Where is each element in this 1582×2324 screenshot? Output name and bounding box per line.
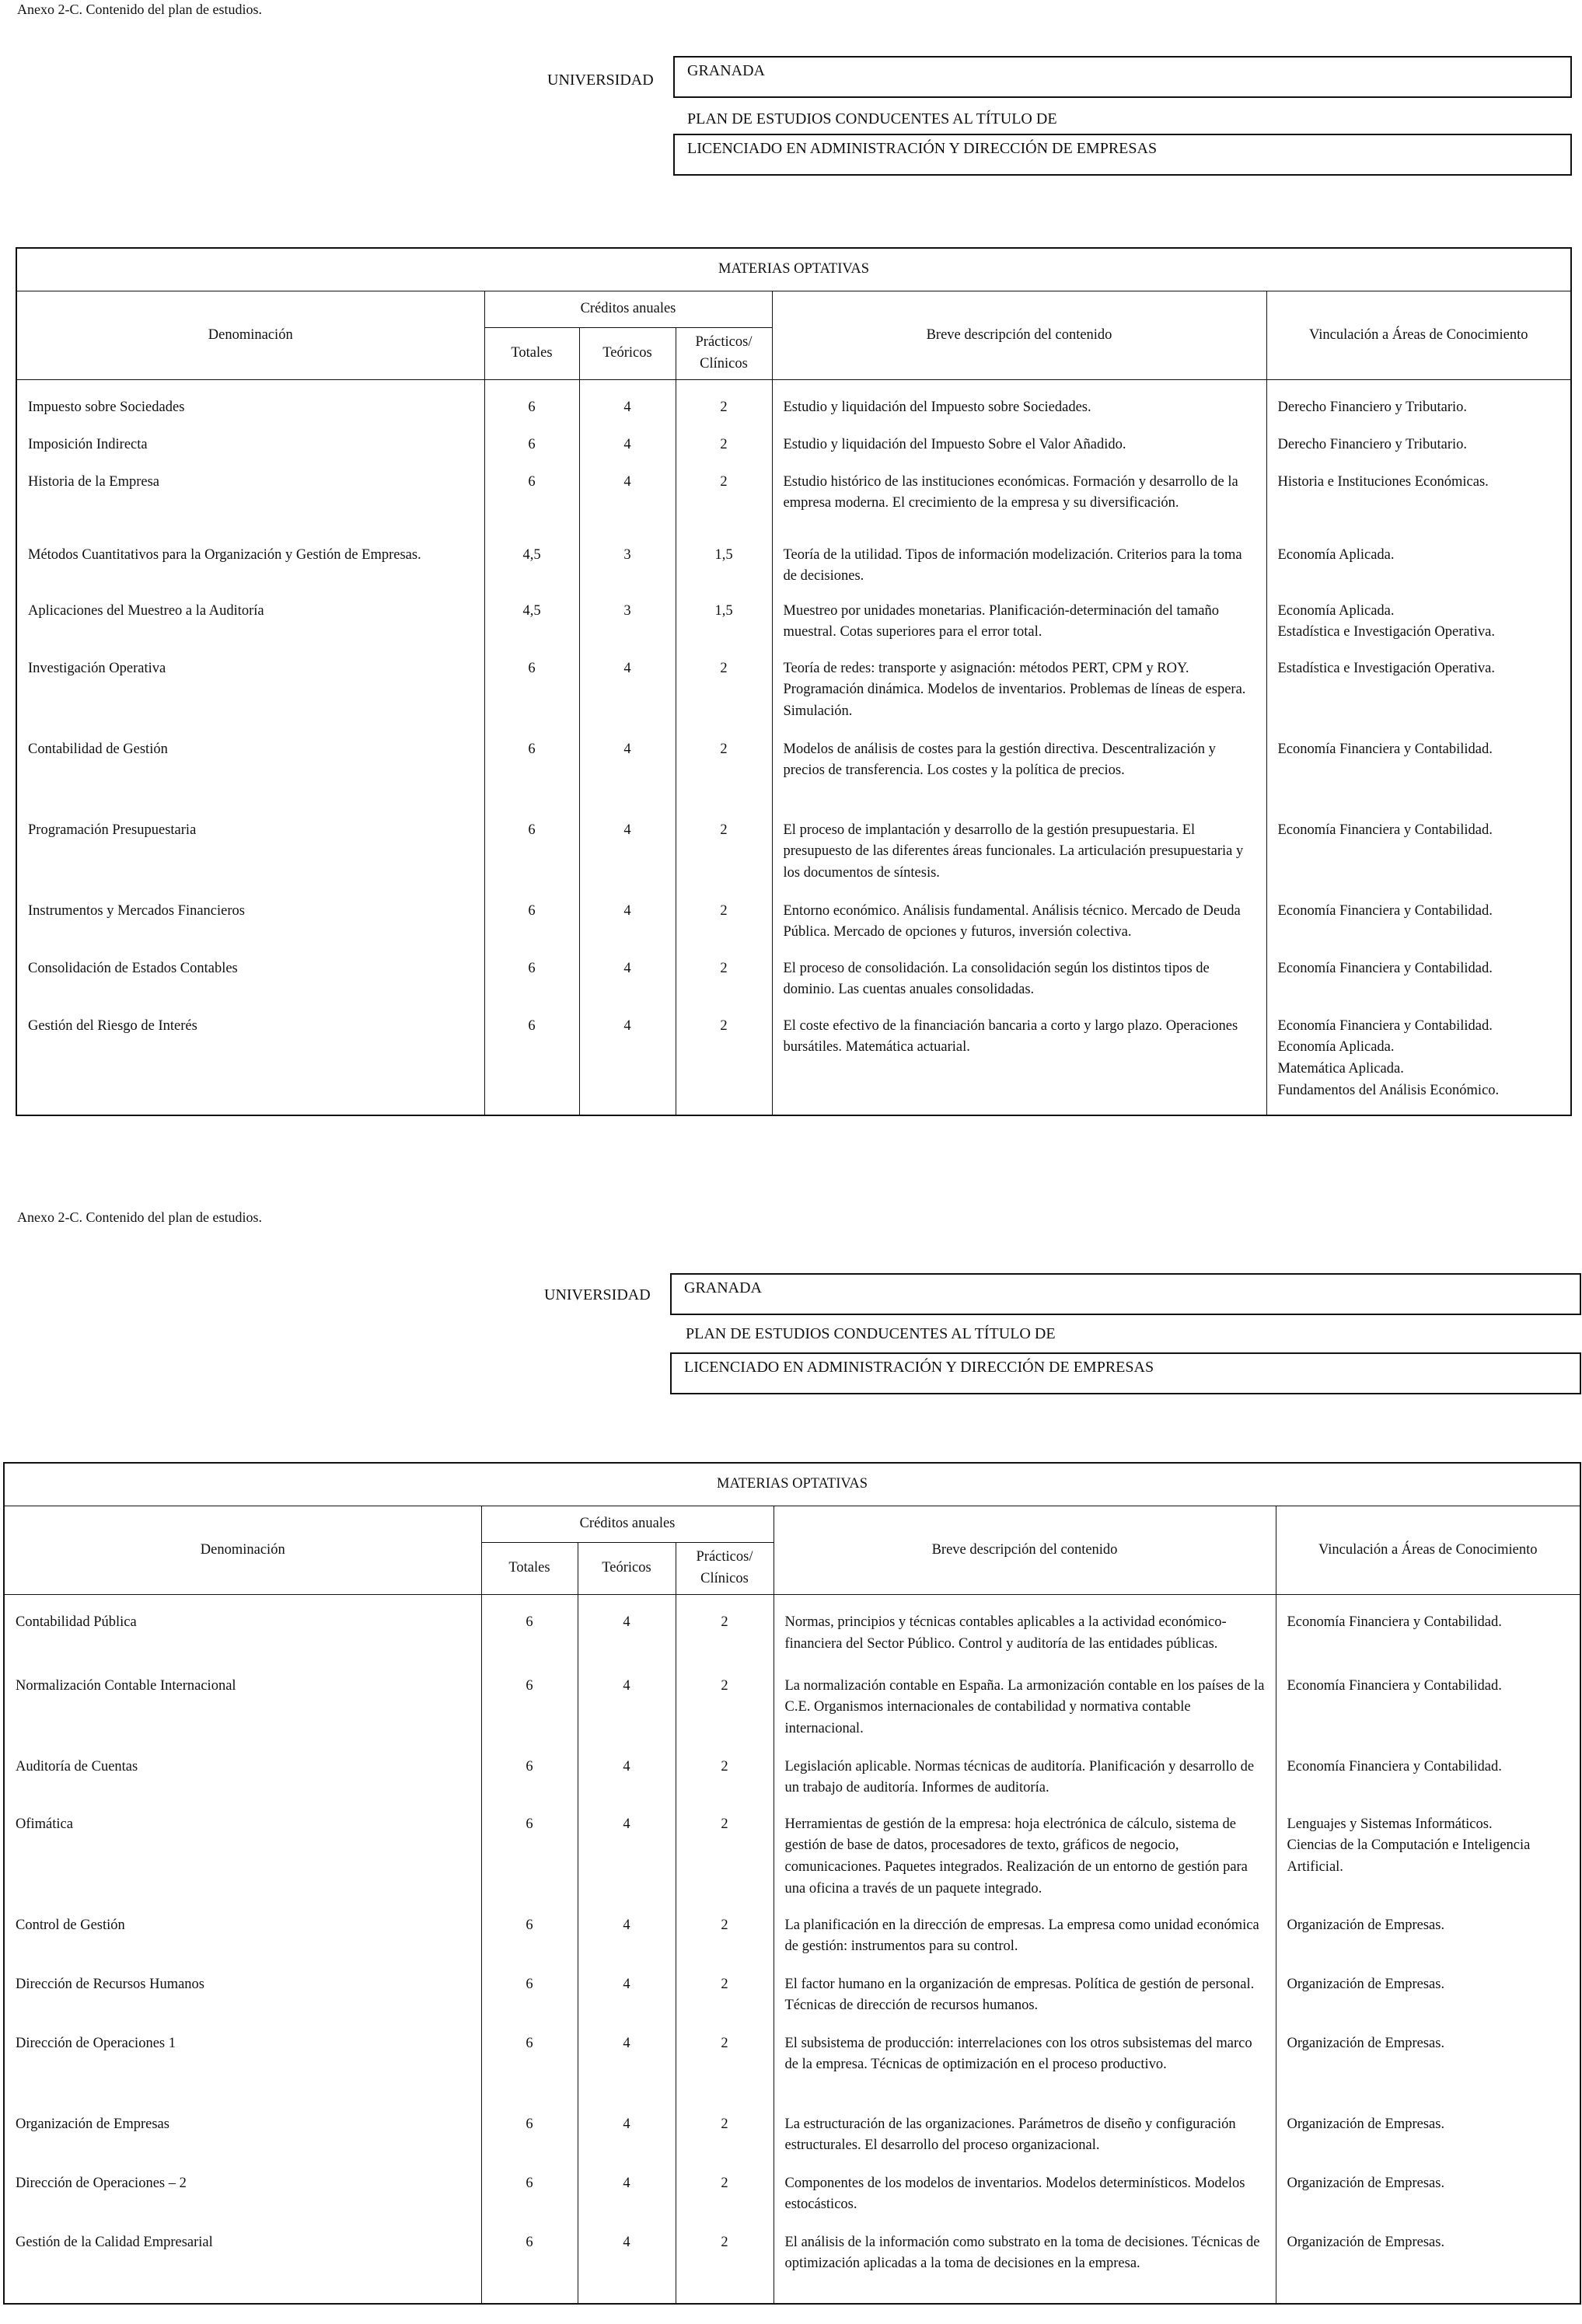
descripcion-cell: El factor humano en la organización de empresas. Política de gestión de personal. Técnicas de dirección de recursos humanos. [774, 1974, 1276, 2033]
denominacion-cell: Aplicaciones del Muestreo a la Auditoría [16, 601, 484, 658]
vinculacion-cell [1276, 1757, 1580, 1814]
header-totales: Totales [484, 328, 579, 380]
table-row [16, 545, 1571, 601]
descripcion-cell: El coste efectivo de la financiación bancaria a corto y largo plazo. Operaciones bursátiles. Matemática actuarial. [772, 1016, 1266, 1115]
descripcion-cell: Modelos de análisis de costes para la gestión directiva. Descentralización y precios de transferencia. Los costes y la política de precios. [772, 739, 1266, 820]
vinculacion-cell [1266, 1016, 1571, 1115]
practicos-cell: 2 [676, 472, 772, 545]
teoricos-cell: 4 [579, 901, 676, 958]
area-item: Organización de Empresas. [1287, 1976, 1445, 1992]
teoricos-cell: 3 [579, 545, 676, 601]
denominacion-cell: Consolidación de Estados Contables [16, 958, 484, 1016]
totales-cell: 4,5 [484, 601, 579, 658]
area-item: Economía Financiera y Contabilidad. [1277, 822, 1493, 838]
teoricos-cell: 4 [579, 434, 676, 472]
vinculacion-cell [1266, 601, 1571, 658]
area-item: Economía Financiera y Contabilidad. [1287, 1677, 1502, 1694]
descripcion-cell: El análisis de la información como substrato en la toma de decisiones. Técnicas de optimización aplicadas a la toma de decisiones en la empresa. [774, 2232, 1276, 2304]
table-row [16, 434, 1571, 472]
area-item: Ciencias de la Computación e Inteligencia Artificial. [1287, 1837, 1531, 1875]
vinculacion-cell [1276, 2232, 1580, 2304]
practicos-cell: 2 [676, 739, 772, 820]
area-item: Derecho Financiero y Tributario. [1277, 436, 1468, 452]
descripcion-cell: El subsistema de producción: interrelaciones con los otros subsistemas del marco de la empresa. Técnicas de optimización en el proceso productivo. [774, 2033, 1276, 2114]
universidad-label: UNIVERSIDAD [547, 72, 654, 89]
materias-optativas-table-2 [3, 1462, 1581, 2305]
descripcion-cell: Componentes de los modelos de inventarios. Modelos determinísticos. Modelos estocásticos. [774, 2173, 1276, 2232]
totales-cell: 6 [481, 2114, 578, 2173]
denominacion-cell: Investigación Operativa [16, 658, 484, 739]
vinculacion-cell [1266, 380, 1571, 434]
practicos-cell: 2 [676, 434, 772, 472]
teoricos-cell: 4 [579, 472, 676, 545]
vinculacion-cell [1276, 1595, 1580, 1676]
table-row [4, 1915, 1580, 1974]
table-row [4, 2173, 1580, 2232]
vinculacion-cell [1276, 2033, 1580, 2114]
area-item: Economía Financiera y Contabilidad. [1287, 1758, 1502, 1774]
area-item: Estadística e Investigación Operativa. [1277, 660, 1495, 676]
header-creditos: Créditos anuales [481, 1506, 774, 1543]
vinculacion-cell [1276, 2114, 1580, 2173]
teoricos-cell: 4 [578, 1595, 676, 1676]
descripcion-cell: La planificación en la dirección de empresas. La empresa como unidad económica de gestión: instrumentos para su control. [774, 1915, 1276, 1974]
practicos-cell: 2 [676, 1016, 772, 1115]
teoricos-cell: 4 [578, 1974, 676, 2033]
area-item: Economía Financiera y Contabilidad. [1277, 902, 1493, 919]
totales-cell: 6 [481, 1757, 578, 1814]
totales-cell: 6 [484, 820, 579, 901]
table-row [16, 901, 1571, 958]
vinculacion-cell [1276, 1915, 1580, 1974]
totales-cell: 6 [481, 2173, 578, 2232]
area-item: Economía Aplicada. [1277, 1039, 1395, 1056]
teoricos-cell: 4 [579, 820, 676, 901]
header-vinculacion: Vinculación a Áreas de Conocimiento [1276, 1506, 1580, 1595]
area-item: Economía Financiera y Contabilidad. [1277, 960, 1493, 976]
table-row [4, 1757, 1580, 1814]
practicos-cell: 2 [676, 380, 772, 434]
totales-cell: 6 [481, 1595, 578, 1676]
area-item: Organización de Empresas. [1287, 2175, 1445, 2191]
vinculacion-cell [1266, 901, 1571, 958]
area-item: Economía Financiera y Contabilidad. [1287, 1614, 1502, 1630]
table-row [4, 1814, 1580, 1915]
practicos-cell: 2 [676, 1814, 774, 1915]
table-row [16, 958, 1571, 1016]
area-item: Historia e Instituciones Económicas. [1277, 473, 1489, 490]
denominacion-cell: Imposición Indirecta [16, 434, 484, 472]
header-vinculacion: Vinculación a Áreas de Conocimiento [1266, 291, 1571, 380]
table-row [16, 601, 1571, 658]
practicos-cell: 2 [676, 1974, 774, 2033]
vinculacion-cell [1266, 820, 1571, 901]
area-item: Lenguajes y Sistemas Informáticos. [1287, 1816, 1493, 1832]
totales-cell: 6 [481, 2033, 578, 2114]
table-row [16, 658, 1571, 739]
teoricos-cell: 4 [578, 1915, 676, 1974]
teoricos-cell: 3 [579, 601, 676, 658]
practicos-cell: 2 [676, 1676, 774, 1757]
vinculacion-cell [1266, 958, 1571, 1016]
totales-cell: 6 [481, 1676, 578, 1757]
plan-label: PLAN DE ESTUDIOS CONDUCENTES AL TÍTULO DE [686, 1325, 1056, 1342]
teoricos-cell: 4 [579, 1016, 676, 1115]
annex-heading: Anexo 2-C. Contenido del plan de estudios. [17, 1209, 262, 1225]
area-item: Estadística e Investigación Operativa. [1277, 624, 1495, 640]
table-row [16, 739, 1571, 820]
denominacion-cell: Gestión de la Calidad Empresarial [4, 2232, 481, 2304]
denominacion-cell: Dirección de Operaciones – 2 [4, 2173, 481, 2232]
area-item: Economía Aplicada. [1277, 546, 1395, 563]
totales-cell: 6 [484, 434, 579, 472]
teoricos-cell: 4 [578, 2114, 676, 2173]
totales-cell: 6 [481, 2232, 578, 2304]
practicos-cell: 2 [676, 658, 772, 739]
table-row [4, 1595, 1580, 1676]
totales-cell: 6 [481, 1974, 578, 2033]
practicos-cell: 2 [676, 2173, 774, 2232]
header-denominacion: Denominación [16, 291, 484, 380]
universidad-field [670, 1273, 1581, 1315]
area-item: Matemática Aplicada. [1277, 1061, 1404, 1077]
descripcion-cell: Estudio y liquidación del Impuesto Sobre el Valor Añadido. [772, 434, 1266, 472]
plan-label: PLAN DE ESTUDIOS CONDUCENTES AL TÍTULO DE [687, 110, 1057, 127]
table-row [16, 1016, 1571, 1115]
teoricos-cell: 4 [579, 739, 676, 820]
area-item: Economía Financiera y Contabilidad. [1277, 1017, 1493, 1034]
totales-cell: 6 [484, 658, 579, 739]
table-row [16, 820, 1571, 901]
totales-cell: 6 [481, 1915, 578, 1974]
totales-cell: 4,5 [484, 545, 579, 601]
vinculacion-cell [1266, 434, 1571, 472]
denominacion-cell: Métodos Cuantitativos para la Organización y Gestión de Empresas. [16, 545, 484, 601]
practicos-cell: 2 [676, 958, 772, 1016]
denominacion-cell: Contabilidad Pública [4, 1595, 481, 1676]
table-title: MATERIAS OPTATIVAS [16, 248, 1571, 291]
descripcion-cell: Entorno económico. Análisis fundamental. Análisis técnico. Mercado de Deuda Pública. Mercado de opciones y futuros, inversión colectiva. [772, 901, 1266, 958]
denominacion-cell: Impuesto sobre Sociedades [16, 380, 484, 434]
universidad-value: GRANADA [687, 62, 765, 79]
descripcion-cell: Teoría de la utilidad. Tipos de información modelización. Criterios para la toma de decisiones. [772, 545, 1266, 601]
practicos-cell: 2 [676, 2232, 774, 2304]
area-item: Economía Aplicada. [1277, 602, 1395, 619]
area-item: Organización de Empresas. [1287, 2035, 1445, 2051]
descripcion-cell: La estructuración de las organizaciones. Parámetros de diseño y configuración estructurales. El desarrollo del proceso organizacional. [774, 2114, 1276, 2173]
vinculacion-cell [1276, 1814, 1580, 1915]
header-denominacion: Denominación [4, 1506, 481, 1595]
header-teoricos: Teóricos [579, 328, 676, 380]
descripcion-cell: Muestreo por unidades monetarias. Planificación-determinación del tamaño muestral. Cotas superiores para el error total. [772, 601, 1266, 658]
teoricos-cell: 4 [578, 2232, 676, 2304]
teoricos-cell: 4 [578, 1757, 676, 1814]
header-descripcion: Breve descripción del contenido [774, 1506, 1276, 1595]
vinculacion-cell [1266, 545, 1571, 601]
totales-cell: 6 [484, 1016, 579, 1115]
table-row [4, 1974, 1580, 2033]
table-row [16, 380, 1571, 434]
teoricos-cell: 4 [578, 2173, 676, 2232]
table-row [4, 2114, 1580, 2173]
vinculacion-cell [1276, 1676, 1580, 1757]
area-item: Organización de Empresas. [1287, 1917, 1445, 1933]
denominacion-cell: Programación Presupuestaria [16, 820, 484, 901]
teoricos-cell: 4 [578, 1814, 676, 1915]
universidad-field [673, 56, 1572, 98]
denominacion-cell: Contabilidad de Gestión [16, 739, 484, 820]
area-item: Fundamentos del Análisis Económico. [1277, 1082, 1500, 1098]
descripcion-cell: Normas, principios y técnicas contables aplicables a la actividad económico-financiera del Sector Público. Control y auditoría de las entidades públicas. [774, 1595, 1276, 1676]
descripcion-cell: Estudio histórico de las instituciones económicas. Formación y desarrollo de la empresa moderna. El crecimiento de la empresa y su diversificación. [772, 472, 1266, 545]
practicos-cell: 2 [676, 2114, 774, 2173]
teoricos-cell: 4 [579, 380, 676, 434]
vinculacion-cell [1266, 739, 1571, 820]
practicos-cell: 2 [676, 1915, 774, 1974]
universidad-label: UNIVERSIDAD [544, 1286, 651, 1303]
denominacion-cell: Organización de Empresas [4, 2114, 481, 2173]
denominacion-cell: Instrumentos y Mercados Financieros [16, 901, 484, 958]
area-item: Organización de Empresas. [1287, 2234, 1445, 2250]
header-descripcion: Breve descripción del contenido [772, 291, 1266, 380]
titulo-value: LICENCIADO EN ADMINISTRACIÓN Y DIRECCIÓN DE EMPRESAS [684, 1359, 1154, 1376]
vinculacion-cell [1266, 472, 1571, 545]
descripcion-cell: Legislación aplicable. Normas técnicas de auditoría. Planificación y desarrollo de un trabajo de auditoría. Informes de auditoría. [774, 1757, 1276, 1814]
descripcion-cell: Herramientas de gestión de la empresa: hoja electrónica de cálculo, sistema de gestión de base de datos, procesadores de texto, gráficos de negocio, comunicaciones. Paquetes integrados. Realización de un entorno de gestión para una oficina a través de un paquete integrado. [774, 1814, 1276, 1915]
totales-cell: 6 [484, 739, 579, 820]
denominacion-cell: Historia de la Empresa [16, 472, 484, 545]
header-teoricos: Teóricos [578, 1543, 676, 1595]
table-row [4, 2033, 1580, 2114]
descripcion-cell: Teoría de redes: transporte y asignación: métodos PERT, CPM y ROY. Programación dinámica. Modelos de inventarios. Problemas de líneas de espera. Simulación. [772, 658, 1266, 739]
denominacion-cell: Ofimática [4, 1814, 481, 1915]
denominacion-cell: Control de Gestión [4, 1915, 481, 1974]
denominacion-cell: Dirección de Operaciones 1 [4, 2033, 481, 2114]
table-title: MATERIAS OPTATIVAS [4, 1463, 1580, 1506]
teoricos-cell: 4 [578, 1676, 676, 1757]
titulo-value: LICENCIADO EN ADMINISTRACIÓN Y DIRECCIÓN DE EMPRESAS [687, 140, 1158, 157]
annex-heading: Anexo 2-C. Contenido del plan de estudios. [17, 2, 262, 17]
table-row [4, 2232, 1580, 2304]
descripcion-cell: El proceso de implantación y desarrollo de la gestión presupuestaria. El presupuesto de las diferentes áreas funcionales. La articulación presupuestaria y los documentos de síntesis. [772, 820, 1266, 901]
vinculacion-cell [1266, 658, 1571, 739]
totales-cell: 6 [484, 380, 579, 434]
denominacion-cell: Auditoría de Cuentas [4, 1757, 481, 1814]
practicos-cell: 1,5 [676, 545, 772, 601]
teoricos-cell: 4 [578, 2033, 676, 2114]
totales-cell: 6 [484, 958, 579, 1016]
teoricos-cell: 4 [579, 658, 676, 739]
materias-optativas-table-1 [16, 247, 1572, 1116]
totales-cell: 6 [481, 1814, 578, 1915]
practicos-cell: 2 [676, 2033, 774, 2114]
teoricos-cell: 4 [579, 958, 676, 1016]
area-item: Economía Financiera y Contabilidad. [1277, 741, 1493, 757]
universidad-value: GRANADA [684, 1279, 762, 1296]
area-item: Derecho Financiero y Tributario. [1277, 400, 1468, 415]
header-practicos: Prácticos/ Clínicos [676, 1543, 774, 1595]
practicos-cell: 2 [676, 901, 772, 958]
denominacion-cell: Gestión del Riesgo de Interés [16, 1016, 484, 1115]
practicos-cell: 2 [676, 1595, 774, 1676]
descripcion-cell: El proceso de consolidación. La consolidación según los distintos tipos de dominio. Las cuentas anuales consolidadas. [772, 958, 1266, 1016]
totales-cell: 6 [484, 901, 579, 958]
table-row [16, 472, 1571, 545]
header-totales: Totales [481, 1543, 578, 1595]
titulo-field [670, 1352, 1581, 1394]
denominacion-cell: Normalización Contable Internacional [4, 1676, 481, 1757]
table-row [4, 1676, 1580, 1757]
vinculacion-cell [1276, 1974, 1580, 2033]
denominacion-cell: Dirección de Recursos Humanos [4, 1974, 481, 2033]
titulo-field [673, 134, 1572, 176]
header-practicos: Prácticos/ Clínicos [676, 328, 772, 380]
descripcion-cell: Estudio y liquidación del Impuesto sobre Sociedades. [772, 380, 1266, 434]
header-creditos: Créditos anuales [484, 291, 772, 328]
vinculacion-cell [1276, 2173, 1580, 2232]
descripcion-cell: La normalización contable en España. La armonización contable en los países de la C.E. Organismos internacionales de contabilidad y normativa contable internacional. [774, 1676, 1276, 1757]
area-item: Organización de Empresas. [1287, 2116, 1445, 2132]
practicos-cell: 2 [676, 820, 772, 901]
practicos-cell: 2 [676, 1757, 774, 1814]
practicos-cell: 1,5 [676, 601, 772, 658]
totales-cell: 6 [484, 472, 579, 545]
